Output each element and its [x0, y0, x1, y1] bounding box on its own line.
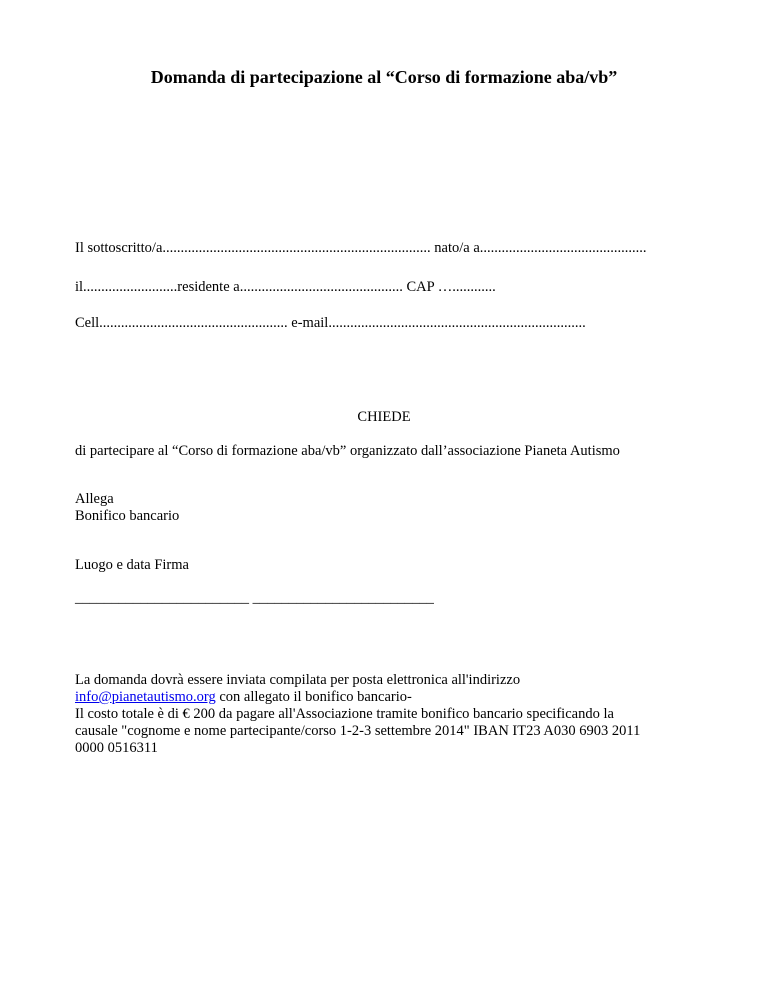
birthdate-residence-field-line: il..........................residente a............................................. CAP …............	[75, 279, 496, 295]
footer-causale-line: causale "cognome e nome partecipante/corso 1-2-3 settembre 2014" IBAN IT23 A030 6903 2011	[75, 723, 641, 739]
footer-instructions-line: La domanda dovrà essere inviata compilata per posta elettronica all'indirizzo	[75, 672, 521, 688]
footer-email-suffix: con allegato il bonifico bancario-	[215, 689, 412, 705]
footer-email-line	[75, 689, 412, 706]
signature-lines: ________________________ _________________________	[75, 590, 434, 606]
document-title: Domanda di partecipazione al “Corso di formazione aba/vb”	[150, 67, 618, 87]
phone-email-field-line: Cell.................................................... e-mail.......................................................................	[75, 315, 586, 331]
name-birthplace-field-line: Il sottoscritto/a.......................................................................... nato/a a..............................................	[75, 240, 647, 256]
footer-cost-line: Il costo totale è di € 200 da pagare all'Associazione tramite bonifico bancario specificando la	[75, 706, 614, 722]
signature-label: Luogo e data Firma	[75, 557, 189, 573]
request-text: di partecipare al “Corso di formazione aba/vb” organizzato dall’associazione Pianeta Autismo	[75, 443, 620, 459]
attachment-item: Bonifico bancario	[75, 508, 180, 524]
footer-iban-line: 0000 0516311	[75, 740, 158, 756]
attachments-label: Allega	[75, 491, 114, 507]
request-heading: CHIEDE	[357, 409, 411, 425]
email-link[interactable]: info@pianetautismo.org	[75, 689, 216, 705]
